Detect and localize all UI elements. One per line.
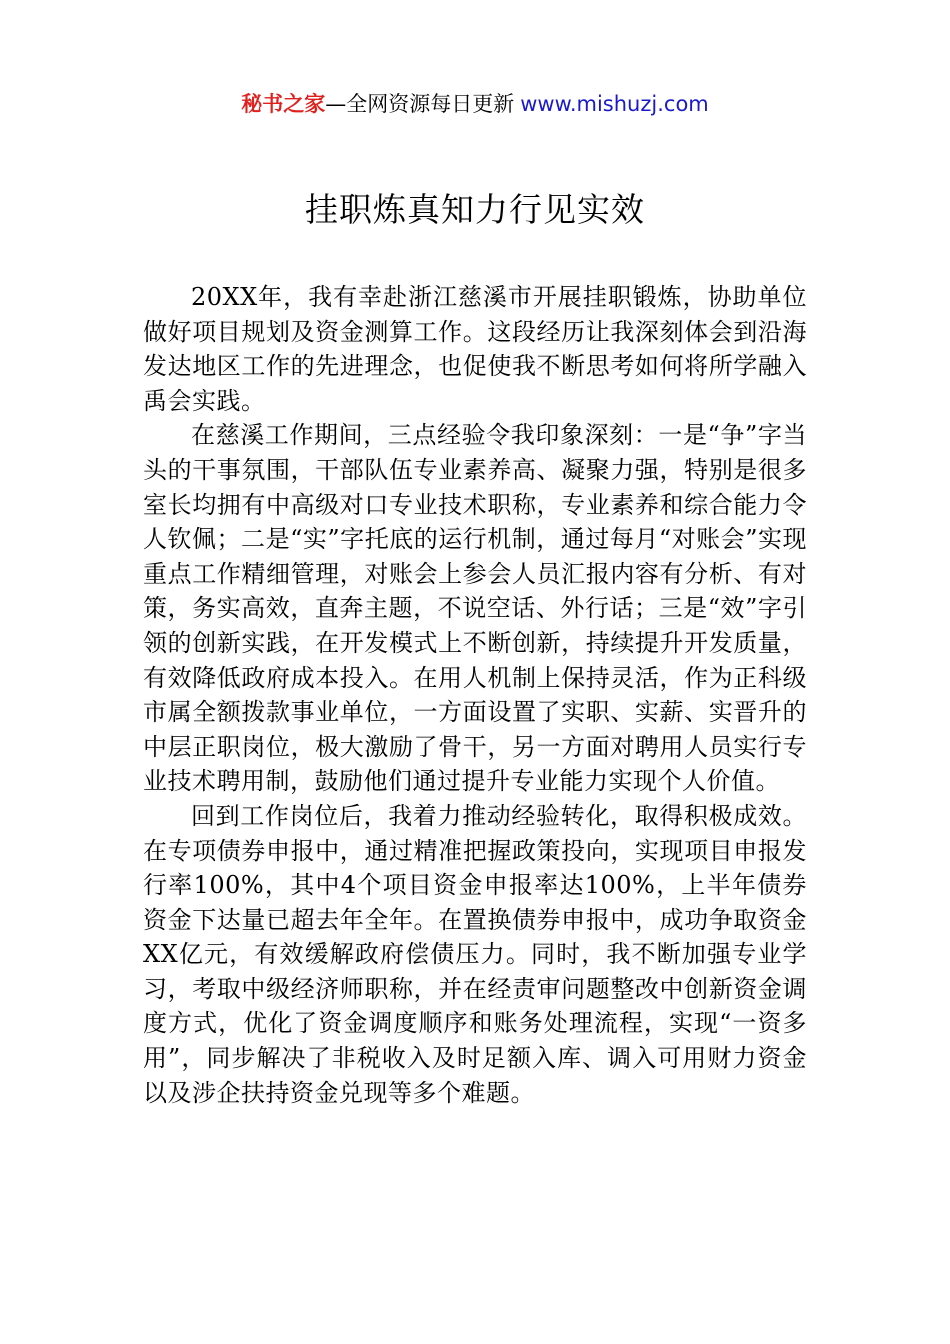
document-body bbox=[143, 280, 807, 1110]
site-url-link[interactable]: www.mishuzj.com bbox=[520, 92, 709, 116]
site-brand: 秘书之家 bbox=[241, 92, 326, 116]
site-header bbox=[0, 88, 950, 120]
paragraph: 20XX年，我有幸赴浙江慈溪市开展挂职锻炼，协助单位做好项目规划及资金测算工作。这段经历让我深刻体会到沿海发达地区工作的先进理念，也促使我不断思考如何将所学融入禹会实践。 bbox=[143, 283, 807, 415]
paragraph: 回到工作岗位后，我着力推动经验转化，取得积极成效。在专项债券申报中，通过精准把握政策投向，实现项目申报发行率100%，其中4个项目资金申报率达100%，上半年债券资金下达量已超去年全年。在置换债券申报中，成功争取资金XX亿元，有效缓解政府偿债压力。同时，我不断加强专业学习，考取中级经济师职称，并在经责审问题整改中创新资金调度方式，优化了资金调度顺序和账务处理流程，实现“一资多用”，同步解决了非税收入及时足额入库、调入可用财力资金以及涉企扶持资金兑现等多个难题。 bbox=[143, 801, 807, 1107]
paragraph: 在慈溪工作期间，三点经验令我印象深刻：一是“争”字当头的干事氛围，干部队伍专业素养高、凝聚力强，特别是很多室长均拥有中高级对口专业技术职称，专业素养和综合能力令人钦佩；二是“实”字托底的运行机制，通过每月“对账会”实现重点工作精细管理，对账会上参会人员汇报内容有分析、有对策，务实高效，直奔主题，不说空话、外行话；三是“效”字引领的创新实践，在开发模式上不断创新，持续提升开发质量，有效降低政府成本投入。在用人机制上保持灵活，作为正科级市属全额拨款事业单位，一方面设置了实职、实薪、实晋升的中层正职岗位，极大激励了骨干，另一方面对聘用人员实行专业技术聘用制，鼓励他们通过提升专业能力实现个人价值。 bbox=[143, 421, 807, 796]
site-tagline: —全网资源每日更新 bbox=[325, 92, 515, 116]
document-title: 挂职炼真知力行见实效 bbox=[305, 190, 645, 229]
